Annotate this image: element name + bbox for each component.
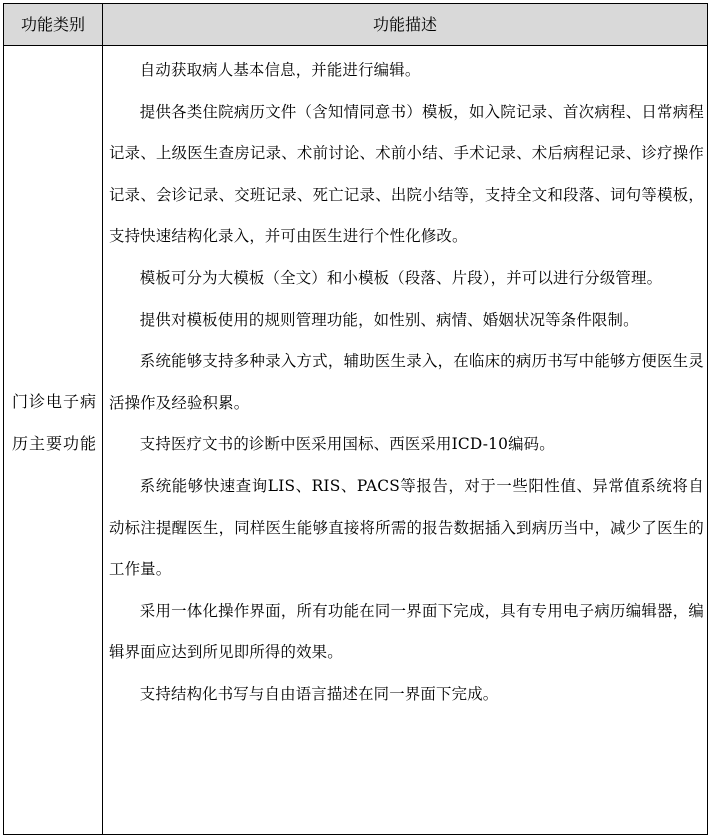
header-description: 功能描述 [372,15,437,34]
desc-paragraph: 采用一体化操作界面，所有功能在同一界面下完成，具有专用电子病历编辑器，编辑界面应达到所见即所得的效果。 [109,601,704,662]
desc-paragraph: 系统能够快速查询LIS、RIS、PACS等报告，对于一些阳性值、异常值系统将自动标注提醒医生，同样医生能够直接将所需的报告数据插入到病历当中，减少了医生的工作量。 [109,476,704,579]
table-header-row [4,4,707,46]
desc-paragraph: 提供各类住院病历文件（含知情同意书）模板，如入院记录、首次病程、日常病程记录、上级医生查房记录、术前讨论、术前小结、手术记录、术后病程记录、诊疗操作记录、会诊记录、交班记录、死亡记录、出院小结等，支持全文和段落、词句等模板，支持快速结构化录入，并可由医生进行个性化修改。 [109,102,704,246]
desc-paragraph: 提供对模板使用的规则管理功能，如性别、病情、婚姻状况等条件限制。 [139,310,639,329]
category-cell: 门诊电子病历主要功能 [12,392,98,453]
desc-paragraph: 支持结构化书写与自由语言描述在同一界面下完成。 [139,684,499,703]
function-table [3,3,708,835]
column-divider [102,4,103,834]
desc-paragraph: 模板可分为大模板（全文）和小模板（段落、片段），并可以进行分级管理。 [139,268,663,287]
desc-paragraph: 自动获取病人基本信息，并能进行编辑。 [139,61,421,79]
desc-paragraph: 支持医疗文书的诊断中医采用国标、西医采用ICD-10编码。 [139,435,555,454]
header-category: 功能类别 [20,15,85,34]
desc-paragraph: 系统能够支持多种录入方式，辅助医生录入，在临床的病历书写中能够方便医生灵活操作及经验积累。 [109,352,704,412]
description-cell [109,50,704,716]
